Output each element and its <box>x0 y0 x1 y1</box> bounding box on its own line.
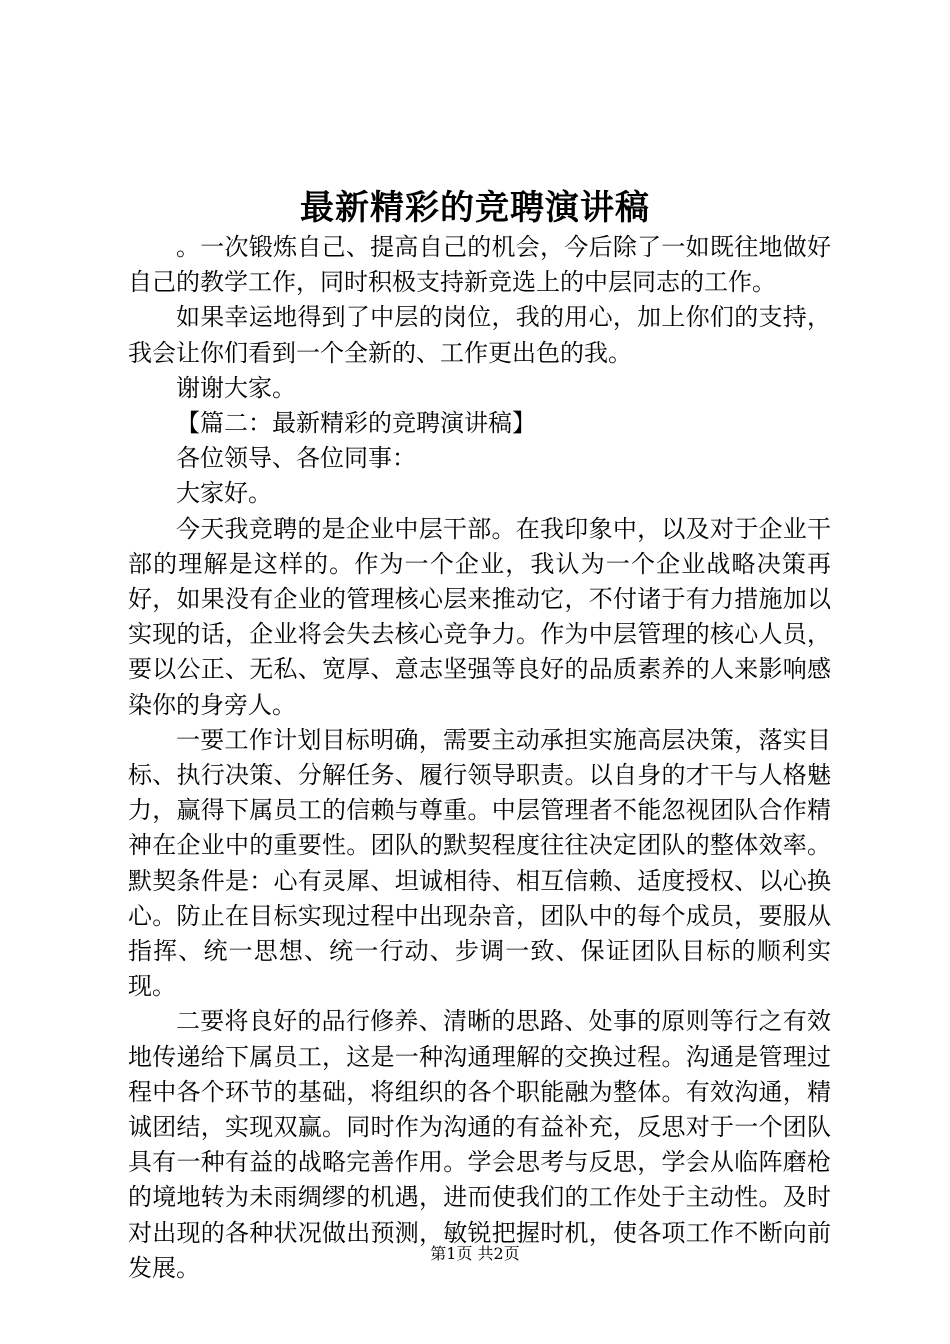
salutation: 各位领导、各位同事： <box>176 444 416 473</box>
paragraph: 如果幸运地得到了中层的岗位，我的用心，加上你们的支持，我会让你们看到一个全新的、工作更出色的我。 <box>128 303 831 367</box>
greeting: 大家好。 <box>176 479 272 508</box>
page-footer: 第1页 共2页 <box>430 1244 520 1263</box>
paragraph: 一要工作计划目标明确，需要主动承担实施高层决策，落实目标、执行决策、分解任务、履行领导职责。以自身的才干与人格魅力，赢得下属员工的信赖与尊重。中层管理者不能忽视团队合作精神在企业中的重要性。团队的默契程度往往决定团队的整体效率。默契条件是：心有灵犀、坦诚相待、相互信赖、适度授权、以心换心。防止在目标实现过程中出现杂音，团队中的每个成员，要服从指挥、统一思想、统一行动、步调一致、保证团队目标的顺利实现。 <box>128 725 831 1001</box>
paragraph: 二要将良好的品行修养、清晰的思路、处事的原则等行之有效地传递给下属员工，这是一种沟通理解的交换过程。沟通是管理过程中各个环节的基础，将组织的各个职能融为整体。有效沟通，精诚团结，实现双赢。同时作为沟通的有益补充，反思对于一个团队具有一种有益的战略完善作用。学会思考与反思，学会从临阵磨枪的境地转为未雨绸缪的机遇，进而使我们的工作处于主动性。及时对出现的各种状况做出预测，敏锐把握时机，使各项工作不断向前发展。 <box>128 1007 831 1282</box>
paragraph: 。一次锻炼自己、提高自己的机会，今后除了一如既往地做好自己的教学工作，同时积极支持新竞选上的中层同志的工作。 <box>128 233 831 297</box>
paragraph: 今天我竞聘的是企业中层干部。在我印象中，以及对于企业干部的理解是这样的。作为一个企业，我认为一个企业战略决策再好，如果没有企业的管理核心层来推动它，不付诸于有力措施加以实现的话，企业将会失去核心竞争力。作为中层管理的核心人员，要以公正、无私、宽厚、意志坚强等良好的品质素养的人来影响感染你的身旁人。 <box>128 514 831 719</box>
document-title: 最新精彩的竞聘演讲稿 <box>300 188 650 228</box>
document-body <box>128 230 831 1286</box>
paragraph: 谢谢大家。 <box>176 373 296 402</box>
section-heading: 【篇二：最新精彩的竞聘演讲稿】 <box>176 409 536 438</box>
